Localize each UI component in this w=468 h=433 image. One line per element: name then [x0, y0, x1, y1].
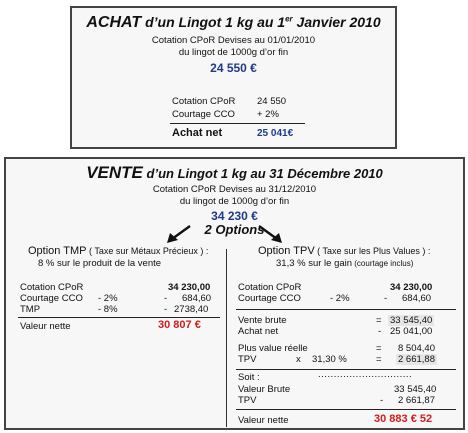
- tpv-row-label: Courtage CCO: [238, 293, 301, 304]
- achat-line1: Cotation CPoR Devises au 01/01/2010: [151, 35, 316, 46]
- achat-net-label: Achat net: [172, 127, 223, 139]
- tpv-row-sign: -: [384, 293, 388, 304]
- tmp-net-value: 30 807 €: [158, 319, 201, 331]
- options-label: 2 Options: [204, 222, 265, 237]
- tmp-title-note: ( Taxe sur Métaux Précieux ) :: [86, 246, 209, 256]
- tmp-net-label: Valeur nette: [20, 321, 71, 332]
- tpv-row-sign: =: [376, 315, 382, 326]
- tmp-row-sign: -: [164, 304, 168, 315]
- achat-price: 24 550 €: [210, 61, 257, 75]
- tpv-divider-3: [236, 409, 456, 410]
- tpv-tax-rate: 31,30 %: [312, 354, 347, 365]
- tpv-plus-value-sign: =: [376, 343, 382, 354]
- tpv-row-value: 33 545,40: [390, 315, 433, 326]
- achat-row-value: + 2%: [257, 109, 279, 120]
- tpv-soit-value: 33 545,40: [394, 384, 437, 395]
- vente-title-rest: d’un Lingot 1 kg au 31 Décembre 2010: [142, 166, 383, 181]
- tpv-row-pct: - 2%: [330, 293, 350, 304]
- tpv-divider-1: [236, 309, 456, 310]
- tpv-net-value: 30 883 € 52: [374, 413, 433, 425]
- options-divider: [226, 249, 227, 427]
- tmp-subtitle: 8 % sur le produit de la vente: [38, 258, 162, 269]
- achat-row-label: Cotation CPoR: [172, 96, 236, 107]
- tpv-tax-label: TPV: [238, 354, 257, 365]
- vente-price: 34 230 €: [211, 209, 258, 223]
- achat-title: [72, 14, 395, 32]
- tpv-row-value: 34 230,00: [390, 282, 433, 293]
- tpv-soit-dots: ..............................: [318, 369, 413, 380]
- tpv-soit-sign: -: [380, 395, 384, 406]
- vente-title: [6, 163, 463, 183]
- achat-title-main: ACHAT: [86, 14, 142, 31]
- tpv-net-label: Valeur nette: [238, 415, 289, 426]
- tpv-soit-label: TPV: [238, 395, 257, 406]
- achat-line2: du lingot de 1000g d’or fin: [178, 47, 289, 58]
- achat-title-end: Janvier 2010: [292, 14, 381, 30]
- tpv-soit-value: 2 661,87: [398, 395, 435, 406]
- tpv-tax-sign: =: [376, 354, 382, 365]
- tpv-row-value: 684,60: [402, 293, 432, 304]
- vente-panel: [4, 157, 465, 430]
- vente-line2: du lingot de 1000g d’or fin: [179, 196, 290, 207]
- tpv-row-sign: -: [378, 326, 382, 337]
- achat-title-sup: er: [285, 14, 293, 24]
- tpv-soit-label: Soit :: [238, 372, 260, 383]
- tmp-divider: [18, 317, 220, 318]
- tpv-row-value: 25 041,00: [390, 326, 433, 337]
- tpv-row-label: Achat net: [238, 326, 279, 337]
- achat-panel: [70, 6, 397, 149]
- tpv-subtitle-main: 31,3 % sur le gain: [276, 258, 353, 269]
- tmp-row-label: TMP: [20, 304, 41, 315]
- arrow-left-icon: [164, 223, 194, 245]
- tmp-row-pct: - 2%: [98, 293, 118, 304]
- tpv-title-note: ( Taxe sur les Plus Values ) :: [314, 246, 431, 256]
- tmp-row-label: Cotation CPoR: [20, 282, 84, 293]
- tmp-title: [28, 245, 208, 257]
- achat-title-rest: d’un Lingot 1 kg au 1: [141, 14, 286, 30]
- arrow-right-icon: [255, 223, 285, 245]
- tmp-row-value: 684,60: [182, 293, 212, 304]
- tmp-row-value: 2738,40: [174, 304, 209, 315]
- tmp-row-value: 34 230,00: [168, 282, 211, 293]
- tmp-row-sign: -: [164, 293, 168, 304]
- tpv-tax-mult: x: [296, 354, 301, 365]
- achat-row-label: Courtage CCO: [172, 109, 235, 120]
- tpv-row-label: Vente brute: [238, 315, 287, 326]
- tpv-row-label: Cotation CPoR: [238, 282, 302, 293]
- tpv-title-main: Option TPV: [258, 245, 315, 257]
- tpv-subtitle-note: (courtage inclus): [352, 259, 414, 268]
- tpv-soit-label: Valeur Brute: [238, 384, 291, 395]
- tmp-row-label: Courtage CCO: [20, 293, 83, 304]
- tpv-plus-value-label: Plus value réelle: [238, 343, 308, 354]
- tmp-title-main: Option TMP: [28, 245, 87, 257]
- achat-divider: [170, 123, 305, 124]
- vente-line1: Cotation CPoR Devises au 31/12/2010: [152, 184, 317, 195]
- vente-title-main: VENTE: [86, 163, 143, 182]
- achat-row-value: 24 550: [257, 96, 287, 107]
- tmp-row-pct: - 8%: [98, 304, 118, 315]
- achat-net-value: 25 041€: [257, 128, 294, 139]
- tpv-title: [258, 245, 430, 257]
- tpv-plus-value: 8 504,40: [398, 343, 435, 354]
- tpv-subtitle: [276, 258, 413, 269]
- tpv-tax-value: 2 661,88: [398, 354, 435, 365]
